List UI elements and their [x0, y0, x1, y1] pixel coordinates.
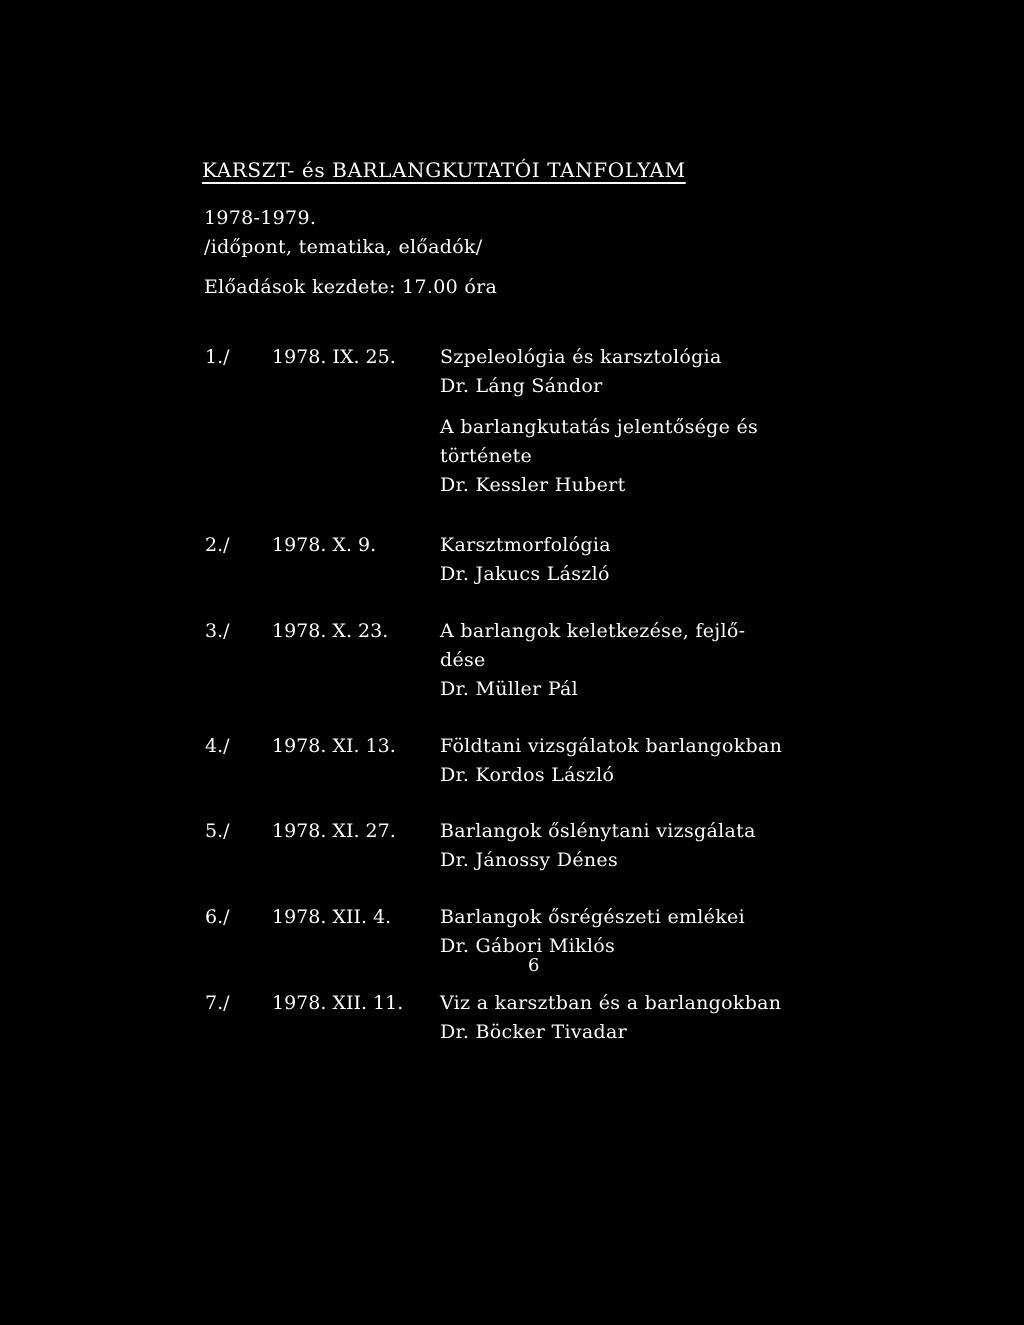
session-topic-continuation: dése: [440, 649, 486, 671]
session-details: [440, 994, 781, 1052]
session-topic: Földtani vizsgálatok barlangokban: [440, 735, 783, 757]
session-number: 7./: [205, 992, 230, 1014]
session-lecturer: Dr. Böcker Tivadar: [440, 1021, 628, 1043]
session-topic: A barlangkutatás jelentősége és: [440, 416, 759, 438]
session-number: 1./: [205, 346, 230, 368]
session-topic: A barlangok keletkezése, fejlő-: [440, 620, 746, 642]
session-details: [440, 536, 611, 594]
session-topic: Viz a karsztban és a barlangokban: [440, 992, 782, 1014]
session-date: 1978. XII. 4.: [272, 906, 392, 928]
session-lecturer: Dr. Jánossy Dénes: [440, 849, 619, 871]
session-details: [440, 737, 782, 795]
session-number: 3./: [205, 620, 230, 642]
session-lecturer: Dr. Kessler Hubert: [440, 474, 626, 496]
session-lecturer: Dr. Láng Sándor: [440, 375, 603, 397]
session-topic: Karsztmorfológia: [440, 534, 611, 556]
session-number: 2./: [205, 534, 230, 556]
session-number: 4./: [205, 735, 230, 757]
session-topic: Barlangok ősrégészeti emlékei: [440, 906, 745, 928]
course-subtitle: /időpont, tematika, előadók/: [204, 236, 483, 258]
lecture-start-time: Előadások kezdete: 17.00 óra: [204, 276, 498, 298]
session-details: [440, 908, 745, 966]
document-title: KARSZT- és BARLANGKUTATÓI TANFOLYAM: [202, 158, 686, 182]
page-number: 6: [528, 955, 540, 976]
session-date: 1978. IX. 25.: [272, 346, 396, 368]
course-years: 1978-1979.: [204, 207, 317, 229]
session-details: [440, 822, 756, 880]
session-lecturer: Dr. Kordos László: [440, 764, 615, 786]
session-lecturer: Dr. Müller Pál: [440, 678, 579, 700]
session-lecturer: Dr. Gábori Miklós: [440, 935, 616, 957]
session-number: 5./: [205, 820, 230, 842]
session-topic-continuation: története: [440, 445, 533, 467]
session-lecturer: Dr. Jakucs László: [440, 563, 610, 585]
session-date: 1978. XI. 13.: [272, 735, 396, 757]
session-date: 1978. XII. 11.: [272, 992, 404, 1014]
session-topic: Barlangok őslénytani vizsgálata: [440, 820, 756, 842]
session-date: 1978. XI. 27.: [272, 820, 396, 842]
session-date: 1978. X. 9.: [272, 534, 377, 556]
session-date: 1978. X. 23.: [272, 620, 389, 642]
session-details: [440, 348, 758, 505]
session-number: 6./: [205, 906, 230, 928]
session-topic: Szpeleológia és karsztológia: [440, 346, 722, 368]
session-details: [440, 622, 745, 709]
